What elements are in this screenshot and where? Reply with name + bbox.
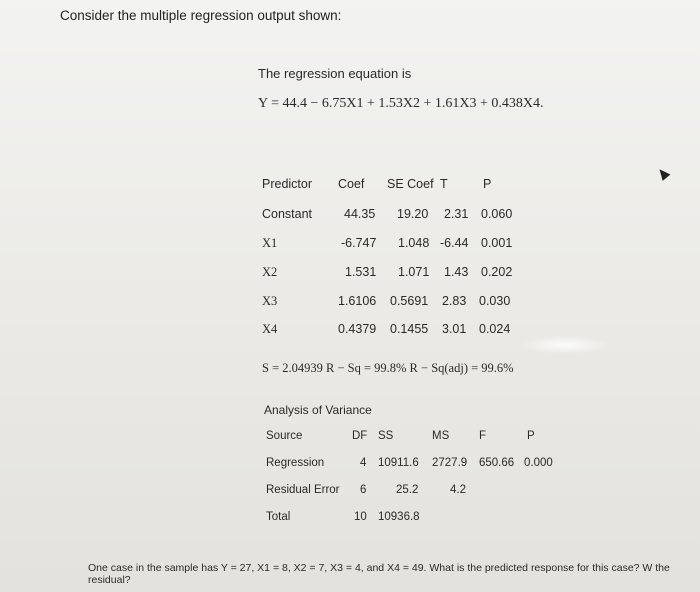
- table-row-se: 1.071: [398, 265, 430, 279]
- header-p: P: [483, 177, 492, 191]
- header-coef: Coef: [338, 177, 365, 191]
- table-row-ms: 2727.9: [432, 457, 468, 469]
- table-row-df: 6: [360, 484, 367, 496]
- table-row-se: 0.1455: [390, 322, 429, 336]
- table-row-ss: 10911.6: [378, 457, 419, 469]
- table-row-source: Residual Error: [266, 484, 340, 496]
- table-row-ss: 25.2: [396, 484, 419, 496]
- table-row-source: Total: [266, 511, 291, 523]
- table-row-df: 10: [354, 511, 367, 523]
- header-df: DF: [352, 430, 368, 442]
- table-row-coef: 0.4379: [338, 322, 377, 336]
- table-row-coef: -6.747: [341, 236, 377, 250]
- header-ms: MS: [432, 430, 450, 442]
- mouse-cursor-icon: [656, 166, 671, 181]
- table-row-t: 2.31: [444, 207, 469, 221]
- table-row-se: 19.20: [397, 207, 429, 221]
- header-ss: SS: [378, 430, 394, 442]
- table-row-coef: 1.6106: [338, 294, 377, 308]
- table-row-f: 650.66: [479, 457, 515, 469]
- regression-equation: Y = 44.4 − 6.75X1 + 1.53X2 + 1.61X3 + 0.438X4.: [258, 96, 544, 111]
- header-source: Source: [266, 430, 303, 442]
- table-row-t: 1.43: [444, 265, 469, 279]
- header-p: P: [527, 430, 535, 442]
- table-row-source: Regression: [266, 457, 325, 469]
- equation-intro: The regression equation is: [258, 66, 412, 81]
- table-row-se: 0.5691: [390, 294, 429, 308]
- table-row-p: 0.030: [479, 294, 511, 308]
- table-row-ms: 4.2: [450, 484, 466, 496]
- table-row-coef: 44.35: [344, 207, 376, 221]
- header-predictor: Predictor: [262, 177, 313, 191]
- model-summary: S = 2.04939 R − Sq = 99.8% R − Sq(adj) = 99.6%: [262, 361, 514, 375]
- table-row-coef: 1.531: [345, 265, 377, 279]
- table-row-se: 1.048: [398, 236, 430, 250]
- table-row-p: 0.001: [481, 236, 513, 250]
- header-t: T: [440, 177, 448, 191]
- table-row-t: 2.83: [442, 294, 467, 308]
- anova-title: Analysis of Variance: [264, 403, 372, 417]
- header-f: F: [479, 430, 487, 442]
- table-row-p: 0.202: [481, 265, 513, 279]
- table-row-df: 4: [360, 457, 367, 469]
- table-row-predictor: X1: [262, 236, 278, 250]
- table-row-p: 0.060: [481, 207, 513, 221]
- table-row-ss: 10936.8: [378, 511, 420, 523]
- table-row-t: -6.44: [440, 236, 469, 250]
- table-row-predictor: X4: [262, 322, 278, 336]
- question-text: Consider the multiple regression output shown:: [60, 8, 342, 23]
- table-row-predictor: X3: [262, 294, 278, 308]
- glare: [520, 336, 610, 354]
- table-row-predictor: Constant: [262, 207, 313, 221]
- table-row-p: 0.024: [479, 322, 511, 336]
- table-row-predictor: X2: [262, 265, 278, 279]
- header-se-coef: SE Coef: [387, 177, 434, 191]
- followup-question: One case in the sample has Y = 27, X1 = 8, X2 = 7, X3 = 4, and X4 = 49. What is the predicted response for this case? W the residual?: [88, 562, 670, 586]
- table-row-t: 3.01: [442, 322, 467, 336]
- table-row-p: 0.000: [524, 457, 553, 469]
